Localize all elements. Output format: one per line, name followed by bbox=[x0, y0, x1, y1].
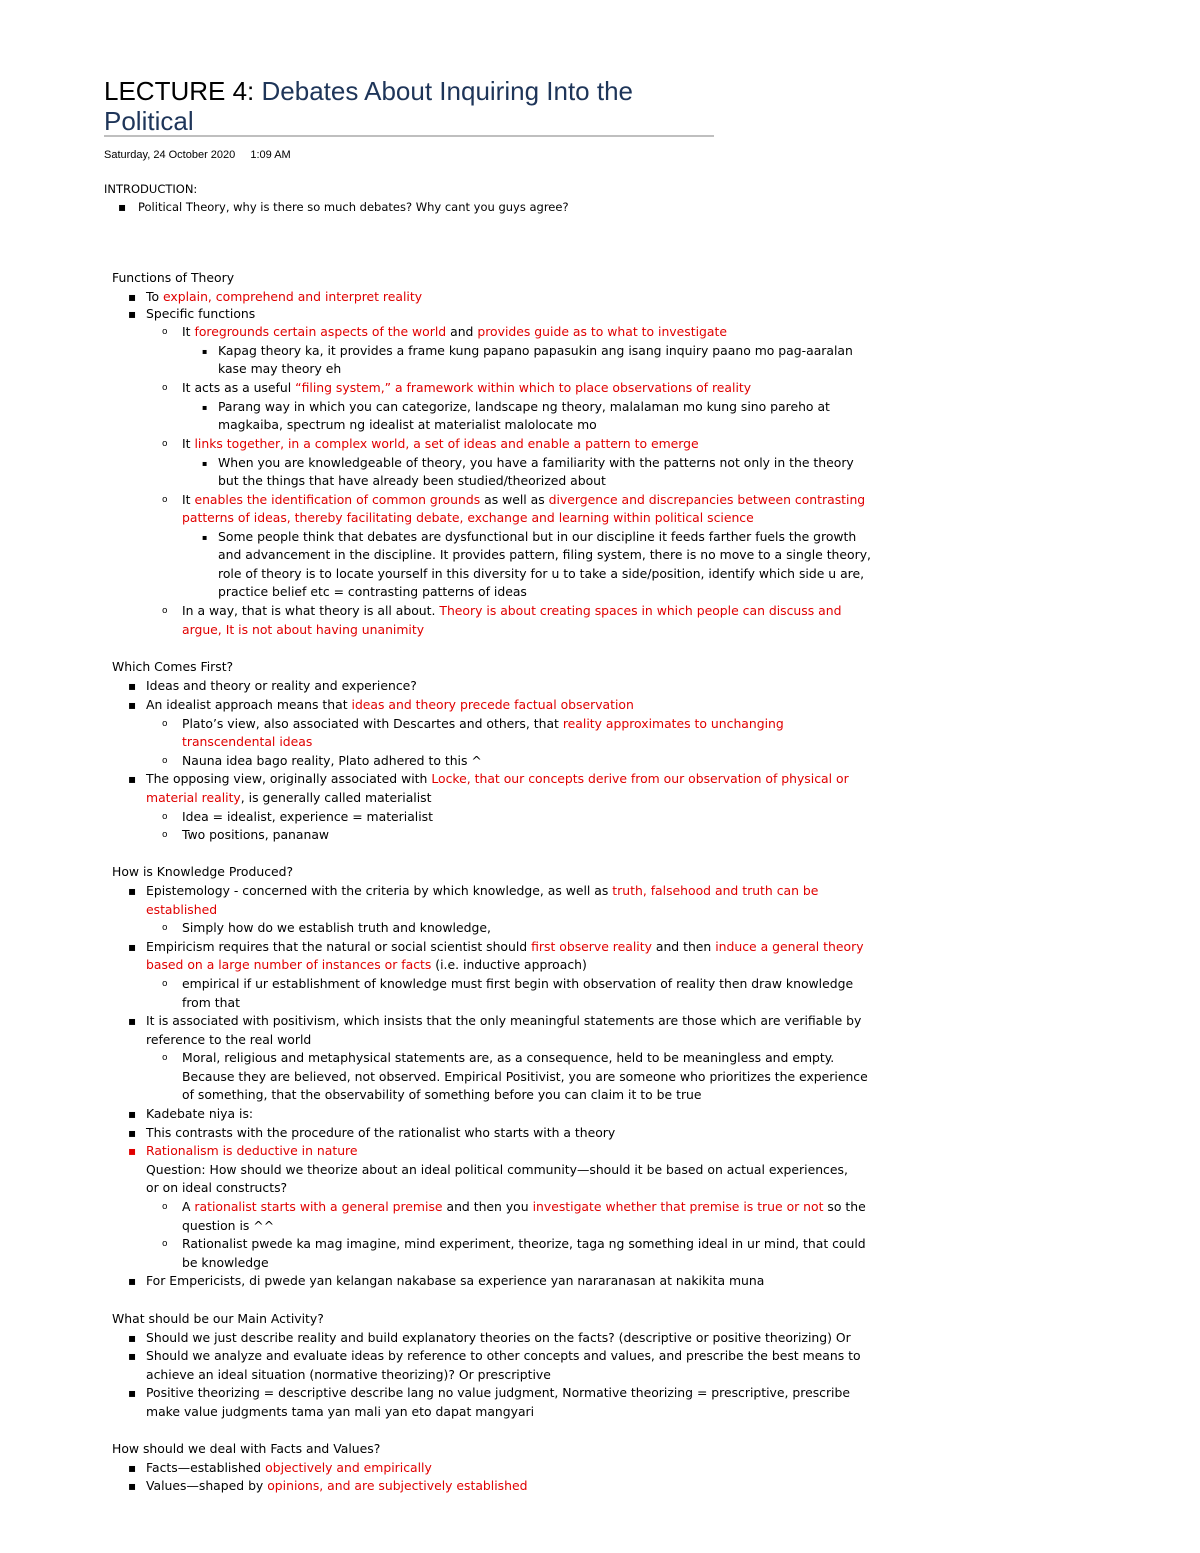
list-item: It acts as a useful “filing system,” a framework within which to place observations of reality bbox=[182, 380, 752, 395]
list-item: material reality, is generally called materialist bbox=[146, 790, 432, 805]
bullet-square: ▪ bbox=[128, 1144, 137, 1158]
list-item: A rationalist starts with a general premise and then you investigate whether that premise is true or not so the bbox=[182, 1199, 866, 1214]
list-item: magkaiba, spectrum ng idealist at materialist malolocate mo bbox=[218, 417, 597, 432]
date-text: Saturday, 24 October 2020 bbox=[104, 149, 236, 161]
page-title bbox=[104, 76, 716, 136]
bullet-square: ▪ bbox=[202, 459, 208, 468]
bullet-square: ▪ bbox=[202, 347, 208, 356]
list-item: achieve an ideal situation (normative theorizing)? Or prescriptive bbox=[146, 1367, 551, 1382]
list-item: make value judgments tama yan mali yan eto dapat mangyari bbox=[146, 1404, 535, 1419]
list-item: It is associated with positivism, which insists that the only meaningful statements are those which are verifiable by bbox=[146, 1013, 862, 1028]
list-item: Should we just describe reality and build explanatory theories on the facts? (descriptive or positive theorizing) Or bbox=[146, 1330, 851, 1345]
list-item: Because they are believed, not observed. Empirical Positivist, you are someone who prioritizes the experience bbox=[182, 1069, 868, 1084]
time-text: 1:09 AM bbox=[250, 149, 291, 161]
list-item: Nauna idea bago reality, Plato adhered to this ^ bbox=[182, 753, 482, 768]
list-item: or on ideal constructs? bbox=[146, 1180, 288, 1195]
bullet-circle: o bbox=[162, 327, 168, 337]
list-item: Parang way in which you can categorize, landscape ng theory, malalaman mo kung sino pareho at bbox=[218, 399, 830, 414]
bullet-circle: o bbox=[162, 830, 168, 840]
list-item: Positive theorizing = descriptive describe lang no value judgment, Normative theorizing = prescriptive, prescribe bbox=[146, 1385, 850, 1400]
list-item: Two positions, pananaw bbox=[182, 827, 330, 842]
bullet-square: ▪ bbox=[128, 307, 137, 321]
bullet-square: ▪ bbox=[128, 940, 137, 954]
list-item: question is ^^ bbox=[182, 1218, 275, 1233]
list-item: Epistemology - concerned with the criteria by which knowledge, as well as truth, falsehood and truth can be bbox=[146, 883, 819, 898]
list-item: of something, that the observability of something before you can claim it to be true bbox=[182, 1087, 702, 1102]
title-prefix: LECTURE 4: bbox=[104, 76, 262, 106]
list-item: Kapag theory ka, it provides a frame kung papano papasukin ang isang inquiry paano mo pag-aaralan bbox=[218, 343, 853, 358]
list-item: empirical if ur establishment of knowledge must first begin with observation of reality then draw knowledge bbox=[182, 976, 854, 991]
bullet-circle: o bbox=[162, 606, 168, 616]
list-item: Kadebate niya is: bbox=[146, 1106, 254, 1121]
list-item: For Empericists, di pwede yan kelangan nakabase sa experience yan nararanasan at nakikita muna bbox=[146, 1273, 765, 1288]
list-item: Specific functions bbox=[146, 306, 256, 321]
list-item: from that bbox=[182, 995, 240, 1010]
list-item: This contrasts with the procedure of the rationalist who starts with a theory bbox=[146, 1125, 616, 1140]
bullet-square: ▪ bbox=[128, 1479, 137, 1493]
list-item: To explain, comprehend and interpret reality bbox=[146, 289, 423, 304]
list-item: Facts—established objectively and empirically bbox=[146, 1460, 432, 1475]
list-item: Simply how do we establish truth and knowledge, bbox=[182, 920, 491, 935]
list-item: Plato’s view, also associated with Descartes and others, that reality approximates to unchanging bbox=[182, 716, 784, 731]
list-item: reference to the real world bbox=[146, 1032, 312, 1047]
list-item: Idea = idealist, experience = materialist bbox=[182, 809, 434, 824]
list-item: Should we analyze and evaluate ideas by reference to other concepts and values, and prescribe the best means to bbox=[146, 1348, 861, 1363]
bullet-square: ▪ bbox=[128, 290, 137, 304]
bullet-square: ▪ bbox=[118, 200, 127, 214]
list-item: practice belief etc = contrasting patterns of ideas bbox=[218, 584, 527, 599]
section-heading: How is Knowledge Produced? bbox=[112, 864, 294, 879]
bullet-square: ▪ bbox=[128, 1126, 137, 1140]
bullet-circle: o bbox=[162, 439, 168, 449]
bullet-circle: o bbox=[162, 719, 168, 729]
bullet-circle: o bbox=[162, 756, 168, 766]
list-item: Values—shaped by opinions, and are subjectively established bbox=[146, 1478, 528, 1493]
list-item: Question: How should we theorize about an ideal political community—should it be based on actual experiences, bbox=[146, 1162, 848, 1177]
bullet-square: ▪ bbox=[202, 533, 208, 542]
list-item: Rationalism is deductive in nature bbox=[146, 1143, 358, 1158]
bullet-circle: o bbox=[162, 1202, 168, 1212]
section-heading: How should we deal with Facts and Values? bbox=[112, 1441, 381, 1456]
list-item: In a way, that is what theory is all about. Theory is about creating spaces in which people can discuss and bbox=[182, 603, 842, 618]
section-heading: What should be our Main Activity? bbox=[112, 1311, 324, 1326]
section-heading: Which Comes First? bbox=[112, 659, 234, 674]
list-item: It foregrounds certain aspects of the world and provides guide as to what to investigate bbox=[182, 324, 727, 339]
list-item: Political Theory, why is there so much debates? Why cant you guys agree? bbox=[138, 200, 569, 214]
bullet-circle: o bbox=[162, 923, 168, 933]
list-item: Rationalist pwede ka mag imagine, mind experiment, theorize, taga ng something ideal in ur mind, that could bbox=[182, 1236, 866, 1251]
bullet-square: ▪ bbox=[128, 1274, 137, 1288]
bullet-circle: o bbox=[162, 495, 168, 505]
list-item: and advancement in the discipline. It provides pattern, filing system, there is no move to a single theory, bbox=[218, 547, 871, 562]
list-item: Moral, religious and metaphysical statements are, as a consequence, held to be meaningless and empty. bbox=[182, 1050, 835, 1065]
list-item: role of theory is to locate yourself in this diversity for u to take a side/position, identify which side u are, bbox=[218, 566, 865, 581]
list-item: established bbox=[146, 902, 218, 917]
bullet-circle: o bbox=[162, 1053, 168, 1063]
dateline bbox=[104, 148, 303, 162]
bullet-square: ▪ bbox=[202, 403, 208, 412]
list-item: An idealist approach means that ideas and theory precede factual observation bbox=[146, 697, 634, 712]
list-item: Empiricism requires that the natural or social scientist should first observe reality and then induce a general theory bbox=[146, 939, 864, 954]
list-item: When you are knowledgeable of theory, you have a familiarity with the patterns not only in the theory bbox=[218, 455, 854, 470]
list-item: based on a large number of instances or facts (i.e. inductive approach) bbox=[146, 957, 587, 972]
list-item: but the things that have already been studied/theorized about bbox=[218, 473, 606, 488]
list-item: Ideas and theory or reality and experience? bbox=[146, 678, 417, 693]
bullet-square: ▪ bbox=[128, 1349, 137, 1363]
list-item: transcendental ideas bbox=[182, 734, 313, 749]
bullet-square: ▪ bbox=[128, 1107, 137, 1121]
bullet-square: ▪ bbox=[128, 679, 137, 693]
title-line2: Political bbox=[104, 106, 194, 136]
bullet-square: ▪ bbox=[128, 884, 137, 898]
bullet-circle: o bbox=[162, 383, 168, 393]
section-heading: Functions of Theory bbox=[112, 270, 235, 285]
bullet-circle: o bbox=[162, 812, 168, 822]
list-item: argue, It is not about having unanimity bbox=[182, 622, 425, 637]
bullet-square: ▪ bbox=[128, 772, 137, 786]
list-item: It enables the identification of common grounds as well as divergence and discrepancies between contrasting bbox=[182, 492, 866, 507]
bullet-square: ▪ bbox=[128, 1461, 137, 1475]
bullet-circle: o bbox=[162, 1239, 168, 1249]
title-main: Debates About Inquiring Into the bbox=[261, 76, 633, 106]
list-item: patterns of ideas, thereby facilitating debate, exchange and learning within political science bbox=[182, 510, 754, 525]
list-item: The opposing view, originally associated with Locke, that our concepts derive from our observation of physical or bbox=[146, 771, 849, 786]
list-item: It links together, in a complex world, a set of ideas and enable a pattern to emerge bbox=[182, 436, 699, 451]
bullet-square: ▪ bbox=[128, 698, 137, 712]
intro-heading: INTRODUCTION: bbox=[104, 182, 198, 196]
bullet-square: ▪ bbox=[128, 1014, 137, 1028]
bullet-square: ▪ bbox=[128, 1331, 137, 1345]
bullet-circle: o bbox=[162, 979, 168, 989]
bullet-square: ▪ bbox=[128, 1386, 137, 1400]
title-rule bbox=[104, 135, 714, 137]
list-item: be knowledge bbox=[182, 1255, 269, 1270]
list-item: kase may theory eh bbox=[218, 361, 342, 376]
list-item: Some people think that debates are dysfunctional but in our discipline it feeds farther fuels the growth bbox=[218, 529, 857, 544]
